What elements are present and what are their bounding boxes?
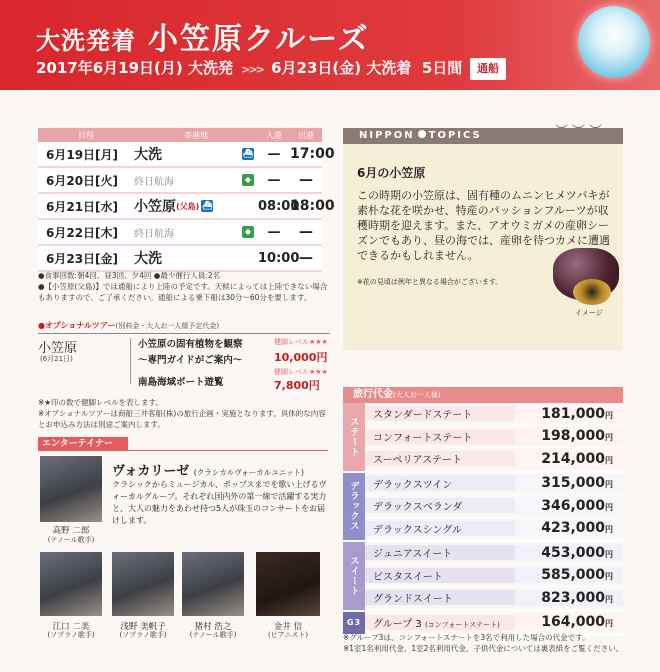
header-banner — [0, 0, 660, 90]
member-role: (ピアニスト) — [267, 631, 309, 639]
meal-icon: ◆ — [242, 226, 254, 238]
member-photo — [182, 552, 244, 616]
member-photo — [112, 552, 174, 616]
tender-badge: 通船 — [470, 58, 506, 80]
member-photo — [40, 552, 102, 616]
optional-tour-box — [38, 333, 330, 391]
table-row: グランドスイート 823,000円 — [365, 587, 623, 610]
passion-fruit-half-image — [573, 279, 611, 305]
member-photo — [256, 552, 320, 616]
ship-icon: ⛴ — [202, 201, 213, 210]
fitness-level: 健脚レベル★★★ — [274, 368, 328, 376]
price-group-deluxe — [343, 473, 623, 543]
table-row: 6月20日[火] 終日航海 ◆ — — — [38, 168, 322, 194]
tour-price: 7,800円 — [274, 379, 320, 392]
col-header-date: 日程 — [78, 130, 94, 140]
table-row: ビスタスイート 585,000円 — [365, 565, 623, 588]
price-heading: 旅行代金(大人お一人様) — [343, 387, 623, 403]
divider — [128, 450, 328, 451]
tour-date: (6月21日) — [40, 355, 73, 363]
optional-tour-notes: ※★印の数で健脚レベルを表します。 ※オプショナルツアーは商船三井客船(株)の旅行企画・実施となります。具体的な内容とお申込み方法は別途ご案内します。 — [38, 398, 326, 429]
table-row: 6月21日[水] 小笠原 (父島) ⛴ 08:00 18:00 — [38, 194, 322, 220]
table-row: デラックスベランダ 346,000円 — [365, 495, 623, 518]
entertainer-heading: エンターテイナー — [38, 437, 128, 451]
member-name: 猪村 浩之 — [194, 622, 232, 632]
table-row: 6月22日[木] 終日航海 ◆ — — — [38, 220, 322, 246]
schedule-table — [38, 128, 335, 272]
meal-icon: ◆ — [242, 174, 254, 186]
price-notes: ※グループ3は、コンフォートステートを3名で利用した場合の代金です。 ※1室1名利用代金、1室2名利用代金、子供代金については裏表紙をご覧ください。 — [343, 633, 624, 653]
member-name: 江口 二美 — [52, 622, 90, 632]
topics-banner: NIPPON TOPICS — [343, 128, 623, 144]
image-caption: イメージ — [575, 309, 603, 317]
topics-text: この時期の小笠原は、固有種のムニンヒメツバキが素朴な花を咲かせ、特産のパッションフルーツが収穫時期を迎えます。また、アオウミガメの産卵シーズンでもあり、昼の海では、産卵を待つカメに遭遇できるかもしれません。 — [357, 189, 610, 262]
group-label: G3 — [343, 612, 365, 635]
topics-box — [343, 144, 623, 350]
member-role: (ソプラノ歌手) — [47, 631, 95, 639]
fitness-level: 健脚レベル★★★ — [274, 338, 328, 346]
group-label: ステート — [343, 403, 365, 471]
member-role: (ソプラノ歌手) — [119, 631, 167, 639]
moon-palm-image — [578, 6, 650, 78]
topics-note: ※花の見頃は例年と異なる場合がございます。 — [357, 278, 503, 286]
table-row: 6月19日[月] 大洗 ⛴ — 17:00 — [38, 142, 322, 168]
page-title: 大洗発着 小笠原クルーズ — [36, 22, 370, 57]
col-header-departure: 出港 — [298, 130, 314, 140]
divider — [130, 338, 131, 384]
optional-tour-heading: ●オプショナルツアー(別料金・大人お一人様予定代金) — [38, 321, 220, 330]
table-row: スタンダードステート 181,000円 — [365, 403, 623, 426]
member-role: (テノール歌手) — [189, 631, 237, 639]
member-name: 金井 信 — [273, 622, 303, 632]
table-row: コンフォートステート 198,000円 — [365, 426, 623, 449]
tour-price: 10,000円 — [274, 351, 328, 364]
col-header-port: 寄港地 — [184, 130, 208, 140]
tour-subtitle: 〜専門ガイドがご案内〜 — [138, 355, 243, 366]
dot-icon — [418, 130, 426, 138]
table-row: デラックスツイン 315,000円 — [365, 473, 623, 496]
col-header-arrival: 入港 — [266, 130, 282, 140]
tour-name: 南島海域ボート遊覧 — [138, 377, 224, 388]
tour-place: 小笠原 — [38, 341, 78, 356]
group-label: デラックス — [343, 473, 365, 541]
member-photo — [40, 456, 102, 522]
tour-name: 小笠原の固有植物を観察 — [138, 339, 243, 350]
topics-title: 6月の小笠原 — [357, 166, 426, 180]
schedule-notes: ●食事回数:朝4回、昼3回、夕4回 ●最少催行人員:2名 ●【小笠原(父島)】では通船により上陸の予定です。天候によっては上陸できない場合もありますので、ご了承ください。通船による乗下船は30分〜60分を要します。 — [38, 271, 328, 302]
table-row: ジュニアスイート 453,000円 — [365, 542, 623, 565]
cruise-dates: 2017年6月19日(月) 大洗発 >>> 6月23日(金) 大洗着 5日間 — [36, 59, 463, 77]
group-label: スイート — [343, 542, 365, 610]
price-table — [343, 403, 623, 636]
price-group-suite — [343, 542, 623, 612]
table-row: スーペリアステート 214,000円 — [365, 448, 623, 471]
member-role: (テノール歌手) — [47, 536, 95, 544]
member-name: 浅野 美帆子 — [120, 622, 166, 632]
member-name: 高野 二郎 — [52, 526, 90, 536]
table-row: デラックスシングル 423,000円 — [365, 518, 623, 541]
ship-icon: ⛴ — [242, 149, 254, 158]
group-description: クラシックからミュージカル、ポップスまでを歌い上げるヴォーカルグループ。それぞれ国内外の第一線で活躍する実力と、大人の魅力をあわせ持つ5人が珠玉のコンサートをお届けします。 — [112, 480, 327, 525]
price-group-state — [343, 403, 623, 473]
group-name: ヴォカリーゼ (クラシカルヴォーカルユニット) — [112, 464, 304, 479]
schedule-header-row — [38, 128, 322, 142]
table-row: 6月23日[金] 大洗 10:00 — — [38, 246, 322, 272]
table-row: グループ 3 (コンフォートステート) 164,000円 — [365, 612, 623, 635]
